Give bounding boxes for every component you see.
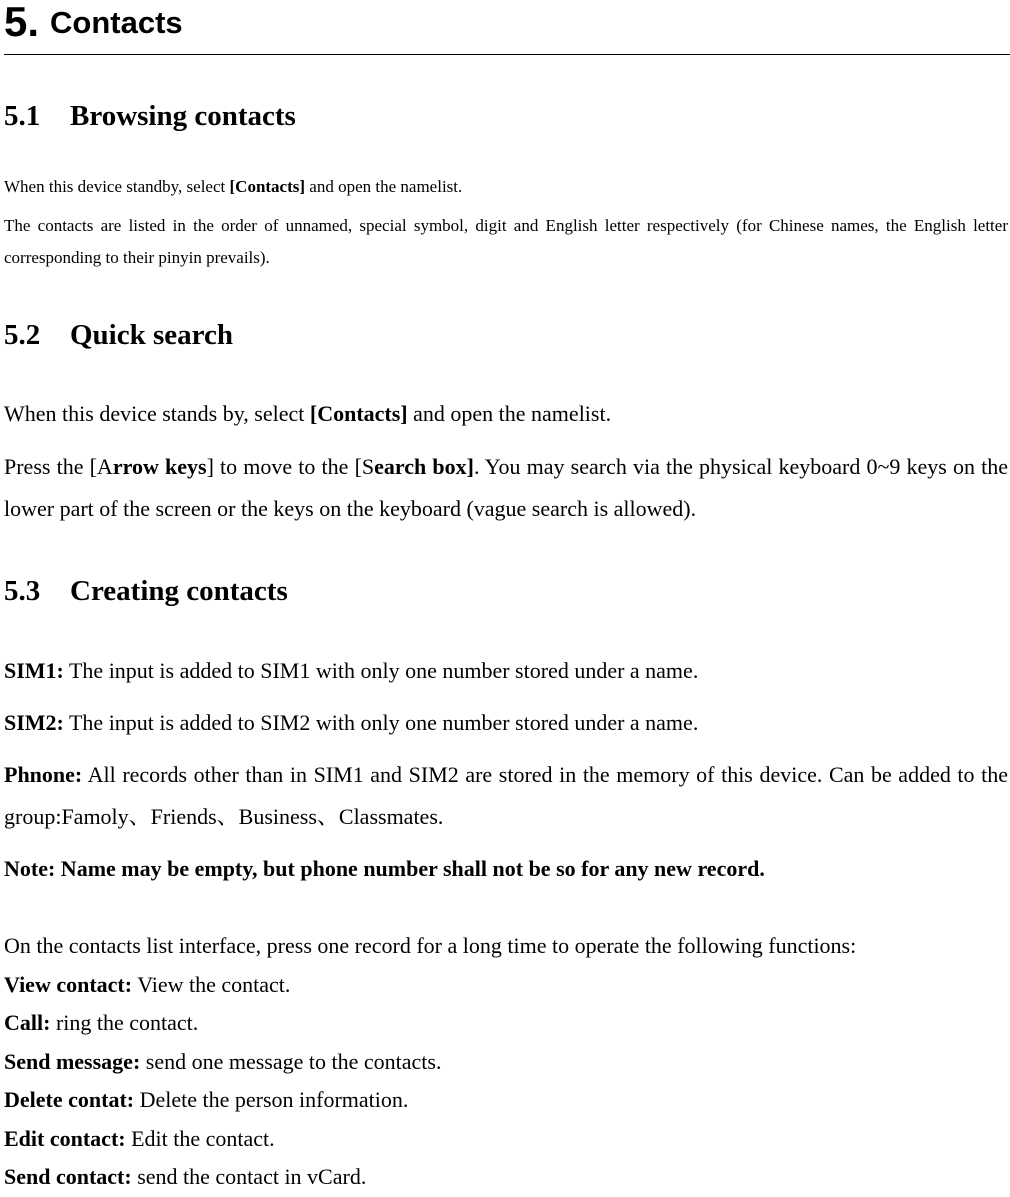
note-paragraph — [4, 848, 1008, 890]
text: The input is added to SIM1 with only one number stored under a name. — [63, 658, 699, 683]
function-item-send-message — [4, 1043, 1008, 1082]
function-text: ring the contact. — [50, 1010, 199, 1035]
browsing-paragraph-2: The contacts are listed in the order of unnamed, special symbol, digit and English letter respectively (for Chinese names, the English letter corresponding to their pinyin prevails). — [4, 216, 1008, 267]
text: and open the namelist. — [305, 177, 463, 196]
sim2-paragraph — [4, 702, 1008, 744]
function-label: Send contact: — [4, 1164, 132, 1189]
function-text: Delete the person information. — [134, 1087, 409, 1112]
browsing-paragraph-1 — [4, 171, 1008, 203]
sim1-paragraph — [4, 650, 1008, 692]
text: When this device standby, select — [4, 177, 230, 196]
function-text: View the contact. — [132, 971, 291, 997]
text: Press the [A — [4, 454, 113, 479]
function-item-edit-contact — [4, 1120, 1008, 1159]
section-heading-quick-search — [4, 317, 233, 353]
search-box-ref: earch box] — [374, 454, 474, 479]
section-heading-browsing — [4, 98, 296, 134]
section-number: 5.2 — [4, 319, 41, 351]
contacts-menu-ref: [Contacts] — [229, 177, 306, 196]
function-label: Delete contat: — [4, 1087, 135, 1112]
note-text: Note: Name may be empty, but phone number shall not be so for any new record. — [4, 856, 765, 881]
arrow-keys-ref: rrow keys — [112, 454, 207, 479]
function-item-delete-contact — [4, 1081, 1008, 1120]
chapter-heading — [4, 0, 1010, 55]
function-item-view-contact — [4, 966, 1008, 1005]
function-label: View contact: — [4, 971, 133, 997]
section-heading-creating — [4, 573, 288, 609]
chapter-title: Contacts — [50, 5, 183, 40]
section-number: 5.1 — [4, 100, 41, 132]
quick-search-paragraph-2 — [4, 446, 1008, 530]
text: . You may search via the physical keyboard 0~9 keys on the lower part of the screen or the keys on the keyboard (vague search is allowed). — [4, 454, 1008, 521]
contacts-menu-ref: [Contacts] — [309, 401, 408, 426]
text: ] to move to the [S — [206, 454, 375, 479]
phone-label: Phnone: — [4, 762, 83, 787]
function-label: Call: — [4, 1010, 51, 1035]
phone-paragraph — [4, 754, 1008, 838]
function-item-send-contact — [4, 1158, 1008, 1197]
chapter-number: 5. — [4, 0, 40, 45]
function-text: Edit the contact. — [125, 1125, 275, 1151]
text: The input is added to SIM2 with only one number stored under a name. — [63, 710, 699, 735]
text: and open the namelist. — [407, 401, 612, 426]
text: All records other than in SIM1 and SIM2 are stored in the memory of this device. Can be added to the group:Famoly、Friends、Business、Classmates. — [4, 762, 1008, 829]
text: When this device stands by, select — [4, 401, 310, 426]
function-label: Send message: — [4, 1048, 141, 1074]
function-text: send one message to the contacts. — [140, 1048, 442, 1074]
sim2-label: SIM2: — [4, 710, 64, 735]
section-number: 5.3 — [4, 575, 41, 607]
section-title: Quick search — [70, 319, 233, 351]
function-text: send the contact in vCard. — [131, 1164, 367, 1189]
sim1-label: SIM1: — [4, 658, 64, 683]
section-title: Creating contacts — [70, 575, 288, 607]
function-label: Edit contact: — [4, 1125, 126, 1151]
function-item-call — [4, 1004, 1008, 1043]
functions-intro: On the contacts list interface, press one record for a long time to operate the following functions: — [4, 933, 857, 958]
functions-block — [4, 927, 1008, 1197]
section-title: Browsing contacts — [70, 100, 296, 132]
quick-search-paragraph-1 — [4, 393, 1008, 435]
